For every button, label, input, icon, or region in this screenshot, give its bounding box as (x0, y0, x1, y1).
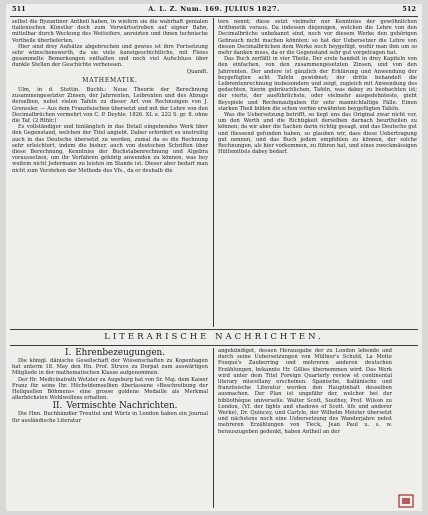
running-title: A. L. Z. Num. 169. JULIUS 1827. (148, 5, 280, 13)
paragraph: Der Hr. Medicinalrath Wetzler zu Augsburg hat von Sr. Maj. dem Kaiser Franz für seine Ihr. Höchstdemselben überlassene »Beschreibung der Heilquellen Böhmens« eine grosse goldene Medaille als Merkmal allerhöchsten Wohlwollens erhalten. (12, 376, 208, 402)
newspaper-page (6, 4, 422, 511)
paragraph: Es vollständiger und hinlänglich in das Detail eingehendes Werk über den Gegenstand, welchen der Titel angiebt. Daher erfordert es unstreitig auch in das Deutsche übersetzt zu werden, zumal da es die Rechnung sehr erleichtert, indem die bisher, auch von deutschen Schriften über diese Berechnung, Kenntniss der Buchstabenrechnung und Algebra voraussetzen, um ihr Verfahren gehörig anwenden zu können, was bey weitem nicht Jedermann zu leisten im Stande ist. Dieser aber bedarf man nicht zum Verstehen der Methode des Vfs., da er deshalb die (12, 124, 208, 174)
section-banner: LITERARISCHE NACHRICHTEN. (104, 332, 324, 342)
page-header (6, 5, 422, 16)
column-divider-bottom (213, 348, 214, 508)
paragraph: Hier sind drey Aufsätze abgebrochen und gewiss ist ihre Fortsetzung sehr wünschenswerth, da sie viele kunstgeschichtliche, mit Fleiss gesammelte Bemerkungen enthalten und noch viel Aufschluss über dunkle Stellen der Geschichte verheissen. (12, 43, 208, 69)
header-rule (10, 16, 418, 17)
page-number-right: 512 (402, 5, 416, 13)
paragraph: selbst die Byzantiner Antheil haben, in wiefern sie die wahrhaft genialen italienischen Künstler doch zum Vorwärtsstreben auf eigner Bahn, mittelbar durch Weckung des Wetteifers, anreizten und ihnen technische Vortheile überlieferten. (12, 19, 208, 44)
paragraph: Was die Uebersetzung betrifft, so liegt uns das Original zwar nicht vor, um den Werth und die Richtigkeit derselben darnach beurtheilen zu können; da wir aber die Sachen darin richtig gesagt, und das Deutsche gut und fliessend gefunden haben, so glauben wir, dass diese Uebertragung gut nennen, und das Buch jedem empfehlen zu können, der solche Rechnungen, als hier vorkommen, zu führen hat, und eines zweckmässigen Hülfsmittels dabey bedarf. (218, 112, 417, 156)
lower-left-column (12, 348, 208, 509)
page-number-left: 511 (12, 5, 26, 13)
heading-text: Ehrenbezeugungen. (75, 348, 166, 358)
column-divider-top (213, 18, 214, 327)
section-title: MATHEMATIK. (82, 76, 138, 84)
paragraph: Das Buch zerfällt in vier Theile. Der erste handelt in drey Kapiteln von den einfachen, von den zusammengesetzten Zinsen, und von den Jahrrenten. Der andere ist gänzlich der Erklärung und Anwendung der beygefügten acht Tafeln gewidmet; der dritte behandelt die Leibrentenrechnung insbesondere und zeigt, zugleich mit Anwendung des gedachten, hierin gebräuchlichen, Tafeln, was dabey zu beobachten ist; der vierte, der ausführlichste, oder vielmehr ausgedehnteste, giebt Beyspiele und Rechenaufgaben für sehr mannichfaltige Fälle. Einen starken Theil bilden die schon vorhin erwähnten beygefügten Tafeln. (218, 56, 417, 112)
paragraph: tere nennt; diese setzt vielmehr nur Kenntniss der gewöhnlichen Arithmetik voraus. Da indessen diejenigen, welchen die Lehre von den Decimalbrüche unbekannt sind, noch vor diesem Werke den gehörigen Gebrauch nicht machen könnten: so hat der Uebersetzer die Lehre von diesen Decimalbrüchen dem Werke noch beygefügt, wofür man ihm um so mehr danken muss, da er die Gegenstand sehr gut vorgetragen hat. (218, 19, 417, 57)
paragraph: angekündiget, dessen Herausgabe der zu London lebende und durch seine Uebersetzungen von Müllner's Schuld, La Motte Fouqué's Zauberring und mehreren anderen deutschen Erzählungen, bekannte Hr. Gillies übernommen wird. Das Werk wird unter dem Titel Foreign Quarterly review et continental literary miscellany erscheinen. Spanische, italiänische und französische Literatur werden den Hauptinhalt desselben ausmachen. Der Plan ist ungefähr der, welcher bei der bibliothèque universelle. Walter Scott, Southey, Prof. Wilson zu London, (Vf. der lights and shadows of Scott. life und anderer Werke), Dr. Quincey, und Carlyle, der Wilhelm Meister übersetzt und nächstens noch eine Uebersetzung des Wanderjahre nebst mehreren Erzählungen von Tieck, Jean Paul u. s. w. herauszugeben gedenkt, haben Antheil an der (218, 348, 392, 435)
heading-vermischte-nachrichten (12, 401, 208, 411)
paragraph: Die königl. dänische Gesellschaft der Wissenschaften zu Kopenhagen hat unterm 18. May den Hn. Prof. Struve zu Dorpat zum auswärtigen Mitgliede in der mathematischen Klasse aufgenommen. (12, 358, 208, 377)
lower-right-column (218, 348, 392, 509)
library-stamp-icon (398, 494, 414, 508)
banner-rule-top (10, 329, 418, 330)
paragraph: Die Hnn. Buchhändler Treuttel und Würtz in London haben ein Journal für ausländische Literatur (12, 411, 208, 424)
heading-numeral: I. (64, 348, 72, 358)
left-column (12, 19, 208, 327)
book-review-citation: Ulm, in d. Stettin. Buchh.: Neue Theorie der Berechnung zusammengesetzter Zinsen, der Jahrrenten, Leibrenten und des Abzugs derselben, nebst vielen Tafeln zu dieser Art von Rechnungen von J. Grenssler. — Aus dem Französischen übersetzt und mit der Lehre von den Decimalbrüchen vermehrt von C. P. Deyhle. 1826. XL u. 222 S. gr. 8. ohne die Taf. (2 Rthlr.) (12, 87, 208, 125)
right-column (218, 19, 417, 327)
banner-rule-bottom (10, 345, 418, 346)
heading-text: Vermischte Nachrichten. (66, 401, 178, 412)
heading-numeral: II. (52, 401, 63, 412)
signature: Quandt. (186, 68, 208, 75)
heading-ehrenbezeugungen (12, 348, 208, 358)
